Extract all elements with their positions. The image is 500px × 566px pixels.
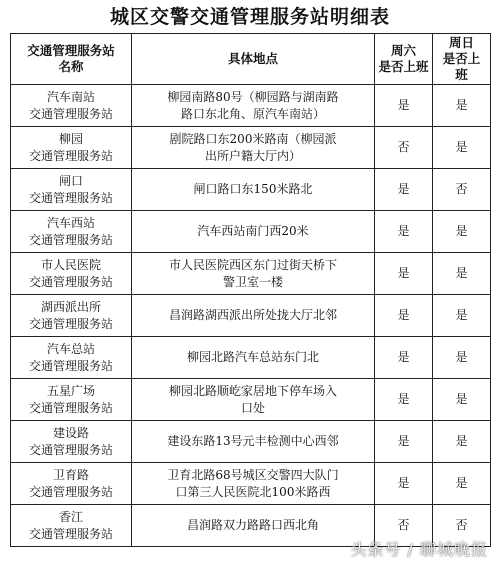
location-cell: 市人民医院西区东门过街天桥下 警卫室一楼 <box>132 253 375 295</box>
sunday-cell: 是 <box>433 211 491 253</box>
location-cell: 卫育北路68号城区交警四大队门 口第三人民医院北100米路西 <box>132 463 375 505</box>
saturday-cell: 是 <box>375 253 433 295</box>
table-row <box>11 253 491 295</box>
saturday-cell: 是 <box>375 85 433 127</box>
location-cell: 昌润路湖西派出所处拢大厅北邻 <box>132 295 375 337</box>
saturday-cell: 是 <box>375 379 433 421</box>
saturday-cell: 否 <box>375 505 433 547</box>
header-location: 具体地点 <box>132 34 375 85</box>
station-name-cell: 市人民医院 交通管理服务站 <box>11 253 132 295</box>
sunday-cell: 是 <box>433 379 491 421</box>
saturday-cell: 是 <box>375 337 433 379</box>
station-name-cell: 汽车南站 交通管理服务站 <box>11 85 132 127</box>
saturday-cell: 是 <box>375 169 433 211</box>
sunday-cell: 否 <box>433 505 491 547</box>
location-cell: 建设东路13号元丰检测中心西邻 <box>132 421 375 463</box>
station-name-cell: 卫育路 交通管理服务站 <box>11 463 132 505</box>
table-row <box>11 85 491 127</box>
station-name-cell: 香江 交通管理服务站 <box>11 505 132 547</box>
station-name-cell: 闸口 交通管理服务站 <box>11 169 132 211</box>
station-name-cell: 汽车总站 交通管理服务站 <box>11 337 132 379</box>
header-station: 交通管理服务站 名称 <box>11 34 132 85</box>
sunday-cell: 是 <box>433 127 491 169</box>
saturday-cell: 是 <box>375 295 433 337</box>
station-name-cell: 建设路 交通管理服务站 <box>11 421 132 463</box>
location-cell: 汽车西站南门西20米 <box>132 211 375 253</box>
station-name-cell: 柳园 交通管理服务站 <box>11 127 132 169</box>
sunday-cell: 是 <box>433 295 491 337</box>
saturday-cell: 是 <box>375 211 433 253</box>
table-row <box>11 127 491 169</box>
station-name-cell: 湖西派出所 交通管理服务站 <box>11 295 132 337</box>
location-cell: 闸口路口东150米路北 <box>132 169 375 211</box>
saturday-cell: 是 <box>375 421 433 463</box>
table-row <box>11 169 491 211</box>
location-cell: 剧院路口东200米路南（柳园派 出所户籍大厅内） <box>132 127 375 169</box>
header-sunday: 周日 是否上 班 <box>433 34 491 85</box>
saturday-cell: 否 <box>375 127 433 169</box>
table-row <box>11 379 491 421</box>
location-cell: 柳园北路顺屹家居地下停车场入 口处 <box>132 379 375 421</box>
sunday-cell: 是 <box>433 421 491 463</box>
station-name-cell: 五星广场 交通管理服务站 <box>11 379 132 421</box>
sunday-cell: 是 <box>433 253 491 295</box>
table-row <box>11 295 491 337</box>
header-saturday: 周六 是否上班 <box>375 34 433 85</box>
page-title: 城区交警交通管理服务站明细表 <box>109 6 390 28</box>
location-cell: 昌润路双力路路口西北角 <box>132 505 375 547</box>
saturday-cell: 是 <box>375 463 433 505</box>
sunday-cell: 是 <box>433 463 491 505</box>
table-row <box>11 463 491 505</box>
table-row <box>11 421 491 463</box>
location-cell: 柳园北路汽车总站东门北 <box>132 337 375 379</box>
table-row <box>11 337 491 379</box>
station-name-cell: 汽车西站 交通管理服务站 <box>11 211 132 253</box>
watermark: 头条号 / 聊城晚报 <box>350 540 488 559</box>
table-header-row <box>11 34 491 85</box>
sunday-cell: 是 <box>433 337 491 379</box>
sunday-cell: 是 <box>433 85 491 127</box>
stations-table <box>10 33 491 547</box>
sunday-cell: 否 <box>433 169 491 211</box>
table-row <box>11 211 491 253</box>
location-cell: 柳园南路80号（柳园路与湖南路 路口东北角、原汽车南站） <box>132 85 375 127</box>
